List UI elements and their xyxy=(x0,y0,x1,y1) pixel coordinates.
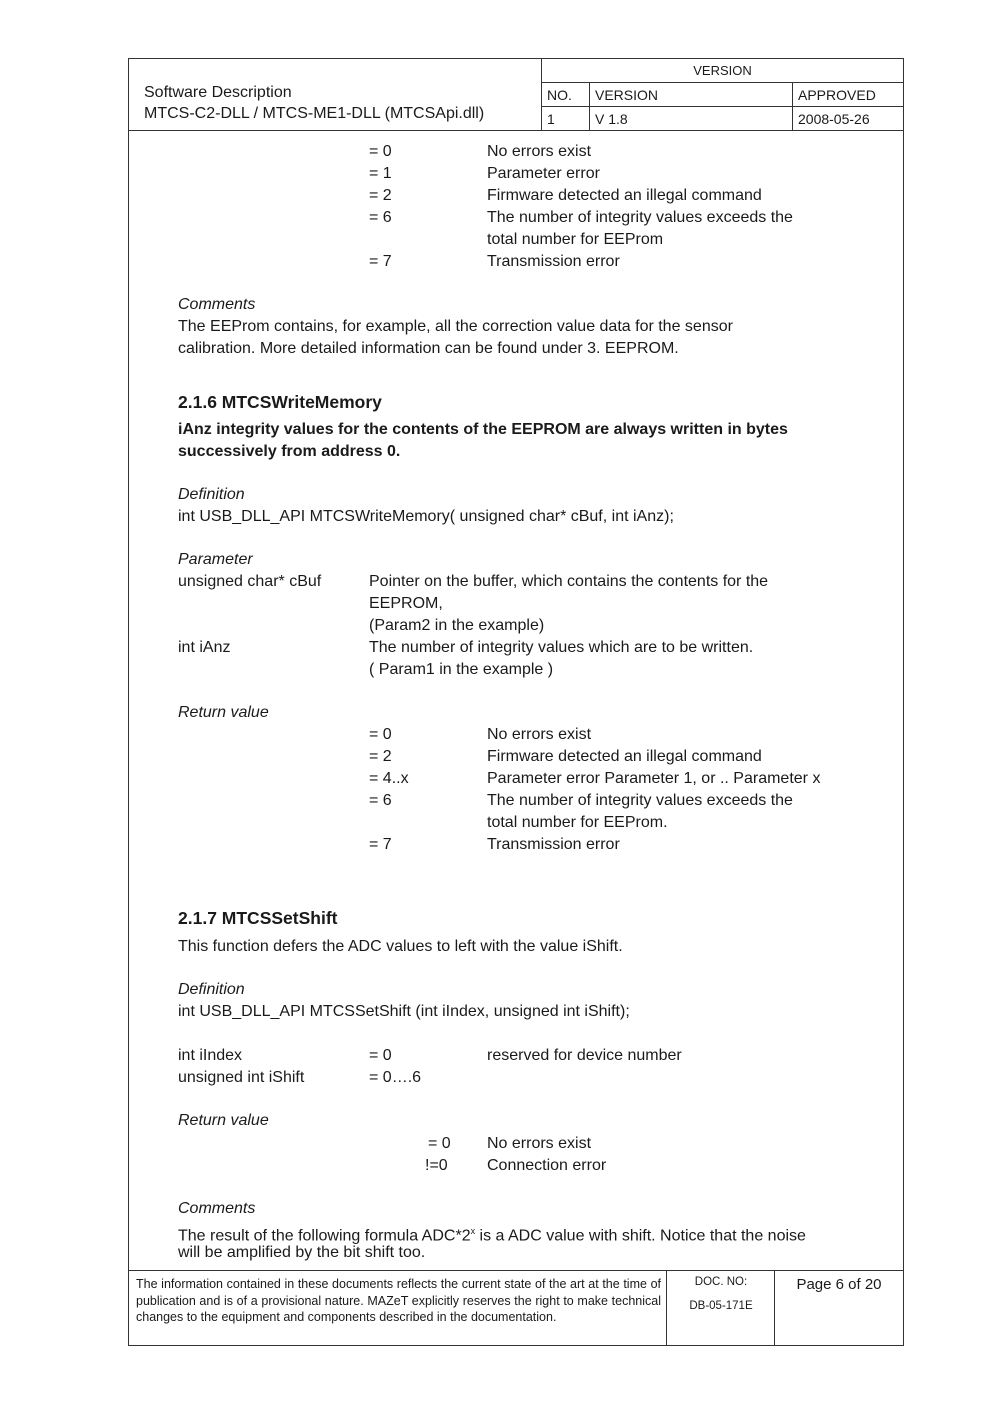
comments-label: Comments xyxy=(178,1200,256,1217)
page-number: Page 6 of 20 xyxy=(796,1276,882,1293)
return-desc: Parameter error xyxy=(487,165,600,182)
parameter-desc: The number of integrity values which are to be written. xyxy=(369,639,754,656)
approved-date: 2008-05-26 xyxy=(793,107,904,131)
formula-text-cont: is a ADC value with shift. Notice that the noise xyxy=(475,1227,806,1245)
return-desc: No errors exist xyxy=(487,1135,592,1152)
definition-text: int USB_DLL_API MTCSSetShift (int iIndex, unsigned int iShift); xyxy=(178,1003,630,1020)
section-intro: iAnz integrity values for the contents of the EEPROM are always written in bytes xyxy=(178,421,788,438)
parameter-value: = 0….6 xyxy=(369,1069,422,1086)
parameter-name: unsigned int iShift xyxy=(178,1069,305,1086)
comments-text: The EEProm contains, for example, all the correction value data for the sensor xyxy=(178,318,733,335)
return-value-label: Return value xyxy=(178,704,269,721)
version-no: 1 xyxy=(542,107,590,131)
return-code: = 0 xyxy=(369,726,392,743)
footer-notice: The information contained in these documents reflects the current state of the art at the time of publication and is of a provisional nature. MAZeT explicitly reserves the right to make technical changes to the equipment and components described in the documentation. xyxy=(136,1277,661,1324)
section-intro: successively from address 0. xyxy=(178,443,401,460)
section-heading-2-1-6: 2.1.6 MTCSWriteMemory xyxy=(178,392,382,412)
definition-label: Definition xyxy=(178,981,245,998)
parameter-desc: (Param2 in the example) xyxy=(369,617,545,634)
return-code: !=0 xyxy=(425,1157,448,1174)
footer xyxy=(128,1270,904,1346)
comments-text: will be amplified by the bit shift too. xyxy=(178,1244,426,1261)
section-heading-2-1-7: 2.1.7 MTCSSetShift xyxy=(178,908,338,928)
version-caption: VERSION xyxy=(542,59,904,83)
title-line-1: Software Description xyxy=(144,84,292,101)
return-code: = 0 xyxy=(369,143,392,160)
col-approved-header: APPROVED xyxy=(793,83,904,107)
col-no-header: NO. xyxy=(542,83,590,107)
return-desc: Firmware detected an illegal command xyxy=(487,187,762,204)
parameter-name: unsigned char* cBuf xyxy=(178,573,322,590)
return-code: = 1 xyxy=(369,165,392,182)
col-version-header: VERSION xyxy=(590,83,793,107)
return-desc: Connection error xyxy=(487,1157,607,1174)
parameter-label: Parameter xyxy=(178,551,253,568)
return-desc: Parameter error Parameter 1, or .. Parameter x xyxy=(487,770,821,787)
return-desc: Transmission error xyxy=(487,836,620,853)
return-desc: The number of integrity values exceeds the xyxy=(487,792,793,809)
return-code: = 4..x xyxy=(369,770,409,787)
parameter-desc: Pointer on the buffer, which contains the contents for the xyxy=(369,573,769,590)
return-code: = 2 xyxy=(369,187,392,204)
return-code: = 6 xyxy=(369,209,392,226)
definition-label: Definition xyxy=(178,486,245,503)
return-code: = 7 xyxy=(369,836,392,853)
footer-divider-v xyxy=(666,1270,667,1346)
return-desc: No errors exist xyxy=(487,726,592,743)
parameter-desc: reserved for device number xyxy=(487,1047,682,1064)
title-line-2: MTCS-C2-DLL / MTCS-ME1-DLL (MTCSApi.dll) xyxy=(144,105,485,122)
return-desc: No errors exist xyxy=(487,143,592,160)
comments-text: calibration. More detailed information can be found under 3. EEPROM. xyxy=(178,340,679,357)
return-desc: Firmware detected an illegal command xyxy=(487,748,762,765)
doc-no: DB-05-171E xyxy=(689,1300,753,1312)
definition-text: int USB_DLL_API MTCSWriteMemory( unsigned char* cBuf, int iAnz); xyxy=(178,508,674,525)
formula-exponent: x xyxy=(470,1226,476,1236)
doc-no-label: DOC. NO: xyxy=(694,1276,748,1288)
parameter-value: = 0 xyxy=(369,1047,392,1064)
version-value: V 1.8 xyxy=(590,107,793,131)
return-code: = 7 xyxy=(369,253,392,270)
return-code: = 0 xyxy=(428,1135,451,1152)
return-desc-cont: total number for EEProm. xyxy=(487,814,668,831)
parameter-name: int iAnz xyxy=(178,639,231,656)
version-table xyxy=(541,58,904,131)
parameter-desc: EEPROM, xyxy=(369,595,443,612)
return-desc: The number of integrity values exceeds the xyxy=(487,209,793,226)
return-desc-cont: total number for EEProm xyxy=(487,231,664,248)
header-divider xyxy=(128,130,904,131)
parameter-name: int iIndex xyxy=(178,1047,243,1064)
document-title xyxy=(144,82,484,124)
return-code: = 2 xyxy=(369,748,392,765)
parameter-desc: ( Param1 in the example ) xyxy=(369,661,554,678)
comments-label: Comments xyxy=(178,296,256,313)
section-intro: This function defers the ADC values to left with the value iShift. xyxy=(178,938,623,955)
return-value-label: Return value xyxy=(178,1112,269,1129)
formula-text: The result of the following formula ADC*2 xyxy=(178,1227,471,1245)
return-desc: Transmission error xyxy=(487,253,620,270)
return-code: = 6 xyxy=(369,792,392,809)
